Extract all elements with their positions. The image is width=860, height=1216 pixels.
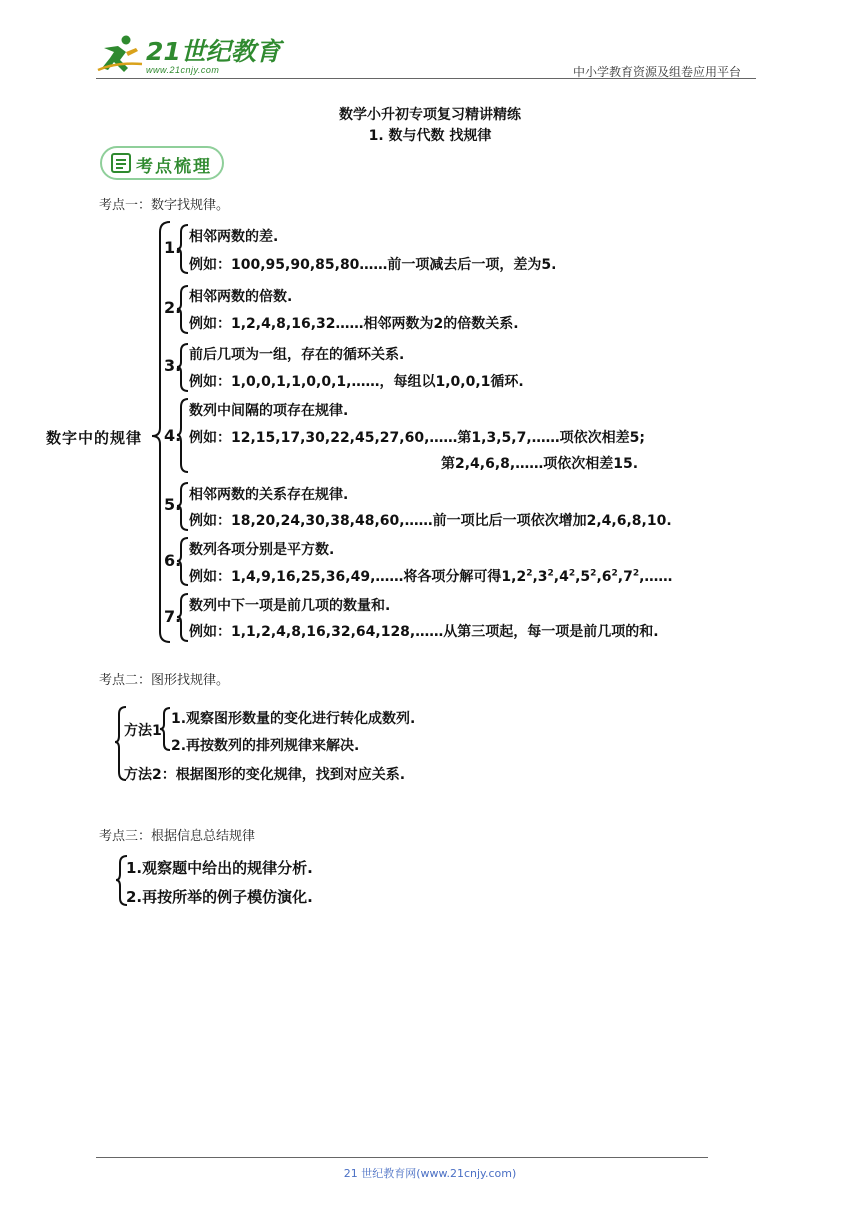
item-5-number: 5. bbox=[164, 495, 182, 514]
item-2-number: 2. bbox=[164, 298, 182, 317]
item-3-line2: 例如：1,0,0,1,1,0,0,1,……，每组以1,0,0,1循环. bbox=[189, 374, 524, 390]
item-6-line2 bbox=[189, 566, 672, 586]
square-base: ,…… bbox=[639, 569, 673, 585]
item-4-line1: 数列中间隔的项存在规律. bbox=[189, 403, 349, 419]
kp1-heading: 考点一：数字找规律。 bbox=[99, 198, 230, 213]
item-4-line2: 例如：12,15,17,30,22,45,27,60,……第1,3,5,7,……项依次相差5; bbox=[189, 430, 645, 446]
item-3-number: 3. bbox=[164, 356, 182, 375]
logo-url: www.21cnjy.com bbox=[146, 65, 220, 75]
square-exponent: 2 bbox=[611, 568, 618, 579]
item-1-number: 1. bbox=[164, 238, 182, 257]
section-badge-label: 考点梳理 bbox=[136, 157, 212, 177]
square-base: ,3 bbox=[532, 569, 548, 585]
square-exponent: 2 bbox=[590, 568, 597, 579]
square-base: ,6 bbox=[596, 569, 612, 585]
square-base: ,5 bbox=[575, 569, 591, 585]
item-6-line2-text: 例如：1,4,9,16,25,36,49,……将各项分解可得1,2 bbox=[189, 569, 527, 585]
kp1-root-label: 数字中的规律 bbox=[46, 429, 143, 447]
method1-label: 方法1 bbox=[124, 723, 162, 739]
method1-item-1: 1.观察图形数量的变化进行转化成数列. bbox=[171, 711, 416, 727]
square-base: ,7 bbox=[617, 569, 633, 585]
item-5-line2: 例如：18,20,24,30,38,48,60,……前一项比后一项依次增加2,4,6,8,10. bbox=[189, 513, 672, 529]
kp3-item-2: 2.再按所举的例子模仿演化. bbox=[126, 888, 313, 906]
square-exponent: 2 bbox=[568, 568, 576, 579]
item-7-line1: 数列中下一项是前几项的数量和. bbox=[189, 598, 391, 614]
square-exponent: 2 bbox=[526, 568, 533, 579]
footer-divider bbox=[96, 1157, 708, 1158]
item-1-line2: 例如：100,95,90,85,80……前一项减去后一项，差为5. bbox=[189, 257, 557, 273]
item-2-line1: 相邻两数的倍数. bbox=[189, 289, 293, 305]
item-2-line2: 例如：1,2,4,8,16,32……相邻两数为2的倍数关系. bbox=[189, 316, 519, 332]
item-1-line1: 相邻两数的差. bbox=[189, 229, 279, 245]
square-base: ,4 bbox=[553, 569, 569, 585]
item-6-number: 6. bbox=[164, 551, 182, 570]
square-exponent: 2 bbox=[632, 568, 640, 579]
kp2-heading: 考点二：图形找规律。 bbox=[99, 673, 230, 688]
method2-text: 方法2：根据图形的变化规律，找到对应关系. bbox=[124, 767, 406, 783]
item-7-number: 7. bbox=[164, 607, 182, 626]
kp3-item-1: 1.观察题中给出的规律分析. bbox=[126, 859, 313, 877]
item-3-line1: 前后几项为一组，存在的循环关系. bbox=[189, 347, 405, 363]
method1-item-2: 2.再按数列的排列规律来解决. bbox=[171, 738, 360, 754]
page-title: 数学小升初专项复习精讲精练 bbox=[339, 107, 521, 123]
item-5-line1: 相邻两数的关系存在规律. bbox=[189, 487, 349, 503]
item-7-line2: 例如：1,1,2,4,8,16,32,64,128,……从第三项起，每一项是前几项的和. bbox=[189, 624, 659, 640]
item-4-number: 4. bbox=[164, 426, 182, 445]
item-4-line3: 第2,4,6,8,……项依次相差15. bbox=[441, 456, 639, 472]
platform-name: 中小学教育资源及组卷应用平台 bbox=[573, 65, 742, 79]
logo-text: 21世纪教育 bbox=[146, 37, 281, 66]
square-exponent: 2 bbox=[547, 568, 554, 579]
footer-text: 21 世纪教育网(www.21cnjy.com) bbox=[343, 1167, 517, 1180]
kp3-heading: 考点三：根据信息总结规律 bbox=[99, 829, 256, 844]
page-subtitle: 1. 数与代数 找规律 bbox=[368, 128, 492, 144]
item-6-line1: 数列各项分别是平方数. bbox=[189, 542, 335, 558]
